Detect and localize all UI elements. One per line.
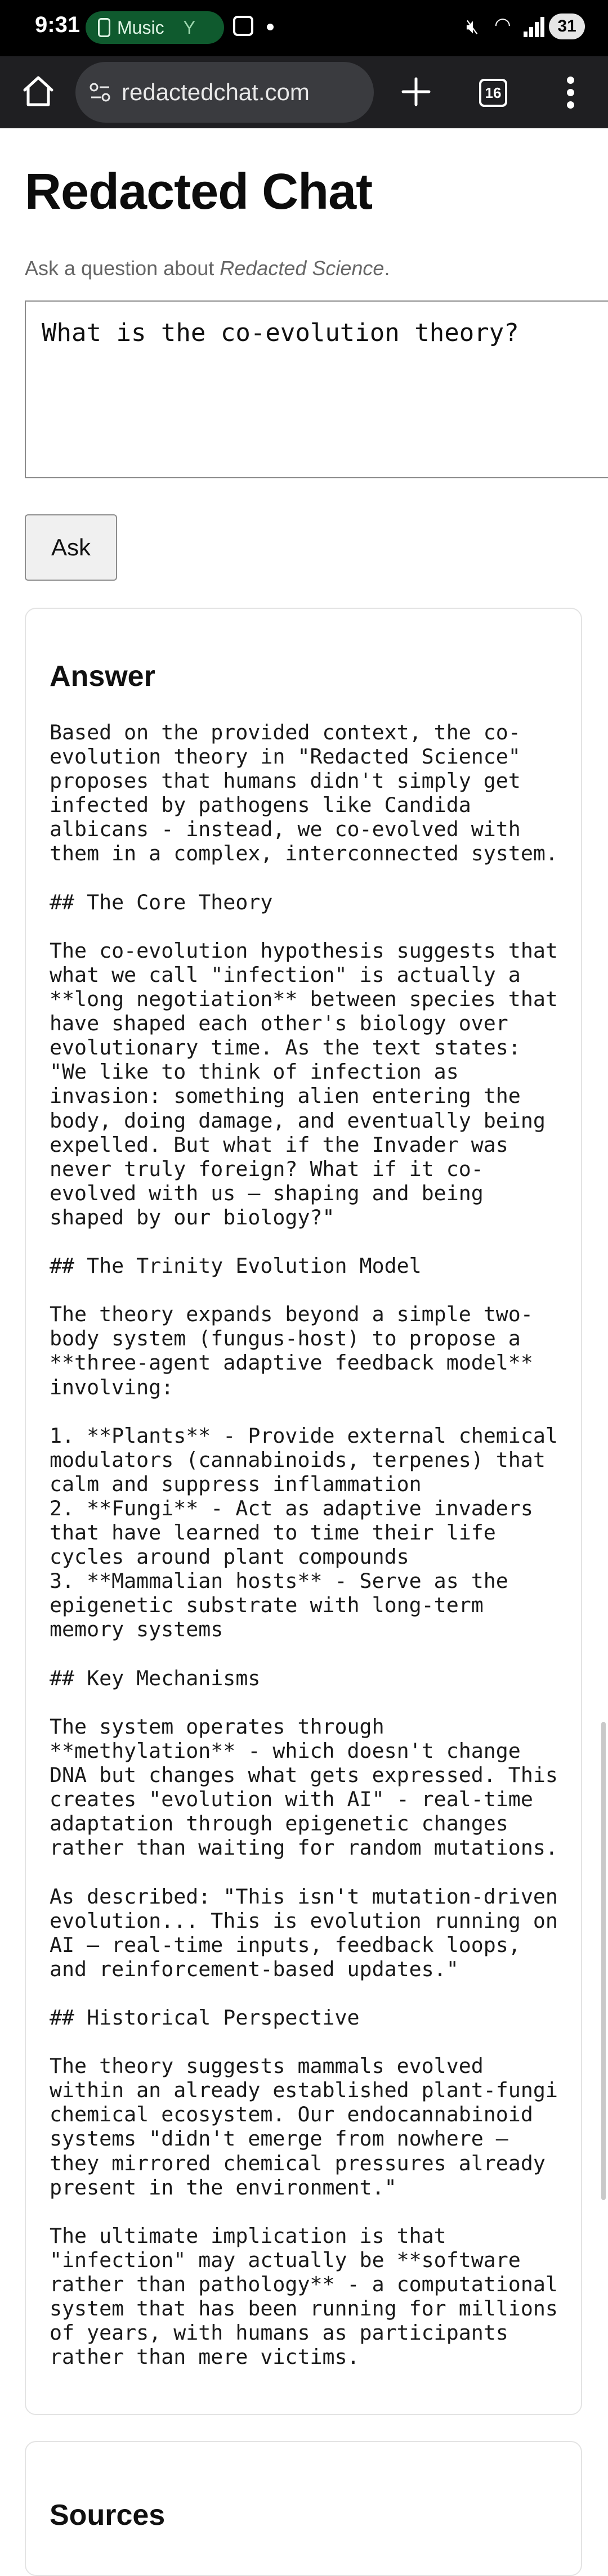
music-player-icon xyxy=(98,18,110,37)
signal-icon xyxy=(524,15,546,37)
answer-card xyxy=(25,608,582,2415)
status-time: 9:31 xyxy=(35,12,81,37)
tab-count: 16 xyxy=(485,84,502,101)
answer-text: Based on the provided context, the co-evolution theory in "Redacted Science" proposes that humans didn't simply get infected by pathogens like Candida albicans - instead, we co-evolved with them in a complex, interconnected system. ## The Core Theory The co-evolution hypothesis suggests that what we call "infection" is actually a **long negotiation** between species that have shaped each other's biology over evolutionary time. As the text states: "We like to think of infection as invasion: something alien entering the body, doing damage, and eventually being expelled. But what if the Invader was never truly foreign? What if it co-evolved with us – shaping and being shaped by our biology?" ## The Trinity Evolution Model The theory expands beyond a simple two-body system (fungus-host) to propose a **three-agent adaptive feedback model** involving: 1. **Plants** - Provide external chemical modulators (cannabinoids, terpenes) that calm and suppress inflammation 2. **Fungi** - Act as adaptive invaders that have learned to time their life cycles around plant compounds 3. **Mammalian hosts** - Serve as the epigenetic substrate with long-term memory systems ## Key Mechanisms The system operates through **methylation** - which doesn't change DNA but changes what gets expressed. This creates "evolution with AI" - real-time adaptation through epigenetic changes rather than waiting for random mutations. As described: "This isn't mutation-driven evolution... This is evolution running on AI – real-time inputs, feedback loops, and reinforcement-based updates." ## Historical Perspective The theory suggests mammals evolved within an already established plant-fungi chemical ecosystem. Our endocannabinoid systems "didn't emerge from nowhere – they mirrored chemical pressures already present in the environment." The ultimate implication is that "infection" may actually be **software rather than pathology** - a computational system that has been running for millions of years, with humans as participants rather than mere victims. xyxy=(50,720,558,2369)
tab-switcher-button[interactable] xyxy=(479,79,507,107)
page-title: Redacted Chat xyxy=(25,164,373,220)
status-bar xyxy=(0,0,608,56)
screenshot-icon xyxy=(233,16,253,36)
plus-icon[interactable] xyxy=(396,72,436,111)
sources-card xyxy=(25,2441,582,2576)
more-vert-icon[interactable] xyxy=(560,73,582,113)
music-chip-extra: Y xyxy=(183,17,195,38)
question-input[interactable]: What is the co-evolution theory? xyxy=(25,300,608,478)
url-text: redactedchat.com xyxy=(122,79,310,105)
answer-heading: Answer xyxy=(50,660,155,693)
home-icon[interactable] xyxy=(20,73,56,109)
battery-indicator: 31 xyxy=(549,14,585,39)
page-subtitle: Ask a question about Redacted Science. xyxy=(25,257,390,280)
notification-dot-icon xyxy=(267,24,274,30)
music-chip[interactable] xyxy=(86,11,224,44)
sources-heading: Sources xyxy=(50,2499,166,2532)
wifi-icon: ◠ xyxy=(494,14,511,35)
browser-toolbar xyxy=(0,56,608,128)
music-chip-label: Music xyxy=(117,17,164,38)
site-info-icon[interactable] xyxy=(89,81,111,104)
ask-button[interactable]: Ask xyxy=(25,514,117,581)
address-bar[interactable] xyxy=(75,62,374,123)
page-scrollbar[interactable] xyxy=(601,1722,606,2200)
mute-icon: 🔇︎ xyxy=(466,15,479,38)
